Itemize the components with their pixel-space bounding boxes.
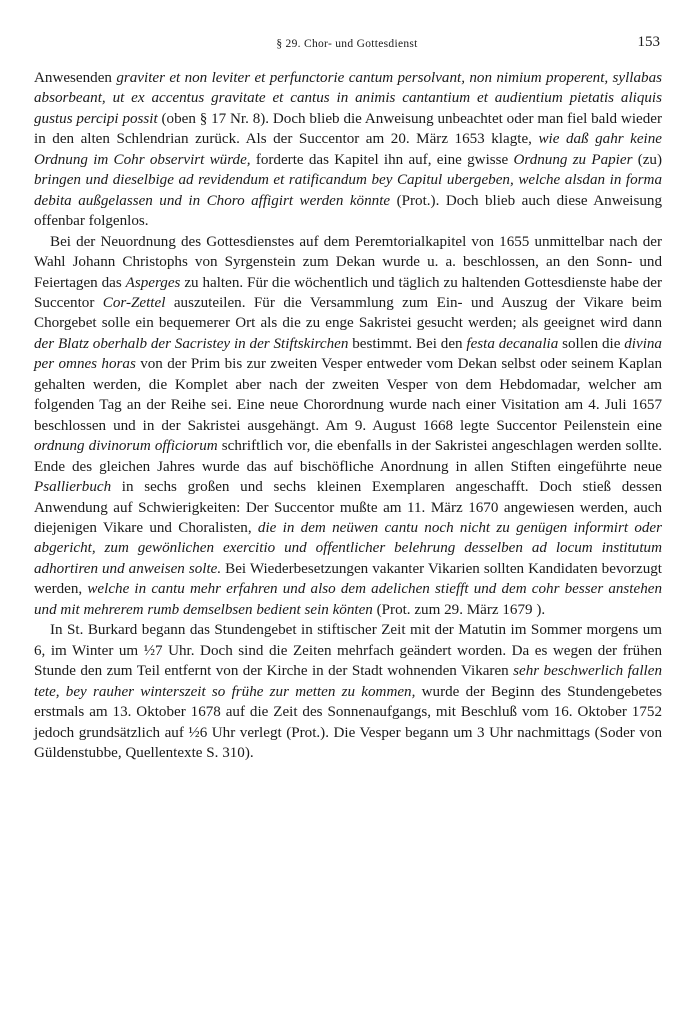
italic-quote: wie daß gahr keine Ordnung im Cohr observirt würde, — [34, 131, 662, 168]
page-number: 153 — [637, 34, 660, 50]
text-run: Bei Wiederbesetzungen vakanter Vikarien sollten Kandidaten bevorzugt werden, — [34, 560, 662, 598]
italic-quote: Cor-Zettel — [102, 294, 166, 311]
paragraph — [34, 68, 662, 232]
text-run: auszuteilen. Für die Versammlung zum Ein- und Auszug der Vikare beim Chorgebet solle ein bequemerer Ort als die zu enge Sakristei gesucht werden; als geeignet wird dann — [34, 294, 662, 332]
running-head — [34, 34, 660, 56]
italic-quote: Asperges — [125, 274, 181, 291]
text-run: (Prot.). Doch blieb auch diese Anweisung offenbar folgenlos. — [34, 192, 663, 230]
running-title: § 29. Chor- und Gottesdienst — [276, 38, 418, 50]
italic-quote: welche in cantu mehr erfahren und also dem adelichen stiefft und dem cohr besser anstehen und mit mehrerem rumb demselbsen bedient sein könten — [34, 581, 662, 618]
body-text — [34, 68, 662, 763]
text-run: in sechs großen und sechs kleinen Exemplaren angeschafft. Doch stieß dessen Anwendung auf Schwierigkeiten: Der Succentor mußte am 11. März 1670 angewiesen werden, auch diejenigen Vikare und Choralisten, — [34, 479, 662, 536]
italic-quote: divina per omnes horas — [34, 335, 662, 373]
italic-quote: die in dem neüwen cantu noch nicht zu genügen informirt oder abgericht, zum gewönlichen exercitio und offentlicher belehrung desselben ad locum institutum adhortiren und anweisen solte. — [34, 519, 662, 577]
italic-quote: ordnung divinorum officiorum — [34, 438, 218, 455]
paragraph — [34, 620, 662, 763]
text-run: sollen die — [558, 335, 625, 352]
italic-quote: Ordnung zu Papier — [513, 151, 633, 168]
text-run: schriftlich vor, die ebenfalls in der Sakristei angeschlagen werden sollte. Ende des gleichen Jahres wurde das auf bischöfliche Anordnung in allen Stiften eingeführte neue — [34, 438, 662, 475]
text-run: von der Prim bis zur zweiten Vesper entweder vom Dekan selbst oder seinem Kaplan gehalten werden, die Komplet aber nach der zweiten Vesper von dem Hebdomadar, welcher am folgenden Tag an der Reihe sei. Eine neue Chorordnung wurde nach einer Visitation am 4. Juli 1657 beschlossen und in der Sakristei ausgehängt. Am 9. August 1668 legte Succentor Peilenstein eine — [34, 356, 663, 434]
text-run: (zu) — [632, 151, 663, 168]
italic-quote: Psallierbuch — [34, 479, 112, 496]
italic-quote: der Blatz oberhalb der Sacristey in der Stiftskirchen — [34, 335, 349, 352]
text-run: bestimmt. Bei den — [348, 335, 467, 352]
paragraph — [34, 232, 662, 621]
text-run: Bei der Neuordnung des Gottesdienstes auf dem Peremtorialkapitel von 1655 unmittelbar nach der Wahl Johann Christophs von Syrgenstein zum Dekan wurde u. a. beschlossen, an den Sonn- und Feiertagen das — [34, 233, 662, 291]
text-run: (oben § 17 Nr. 8). Doch blieb die Anweisung unbeachtet oder man fiel bald wieder in den alten Schlendrian zurück. Als der Succentor am 20. März 1653 klagte, — [34, 110, 662, 148]
italic-quote: festa decanalia — [466, 335, 559, 352]
text-run: forderte das Kapitel ihn auf, eine gwisse — [250, 151, 514, 168]
italic-quote: graviter et non leviter et perfunctorie cantum persolvant, non nimium properent, syllabas absorbeant, ut ex accentus gravitate et cantus in animis cantantium et audientium pietatis aliquis gustus percipi possit — [34, 70, 663, 127]
italic-quote: sehr beschwerlich fallen tete, bey rauher winterszeit so frühe zur metten zu kommen, — [34, 663, 662, 700]
text-run: In St. Burkard begann das Stundengebet in stiftischer Zeit mit der Matutin im Sommer morgens um 6, im Winter um ½7 Uhr. Doch sind die Zeiten mehrfach geändert worden. Da es wegen der frühen Stunde den zum Teil entfernt von der Kirche in der Stadt wohnenden Vikaren — [34, 622, 662, 680]
text-run: Anwesenden — [34, 70, 117, 86]
text-run: wurde der Beginn des Stundengebetes erstmals am 13. Oktober 1678 auf die Zeit des Sonnenaufgangs, mit Beschluß vom 16. Oktober 1752 jedoch grundsätzlich auf ½6 Uhr verlegt (Prot.). Die Vesper begann um 3 Uhr nachmittags (Soder von Güldenstubbe, Quellentexte S. 310). — [34, 683, 662, 761]
italic-quote: bringen und dieselbige ad revidendum et ratificandum bey Capitul ubergeben, welche alsdan in forma debita außgelassen und in Choro affigirt werden könnte — [34, 172, 662, 209]
text-run: zu halten. Für die wöchentlich und täglich zu haltenden Gottesdienste habe der Succentor — [34, 274, 662, 311]
text-run: (Prot. zum 29. März 1679 ). — [372, 601, 546, 618]
